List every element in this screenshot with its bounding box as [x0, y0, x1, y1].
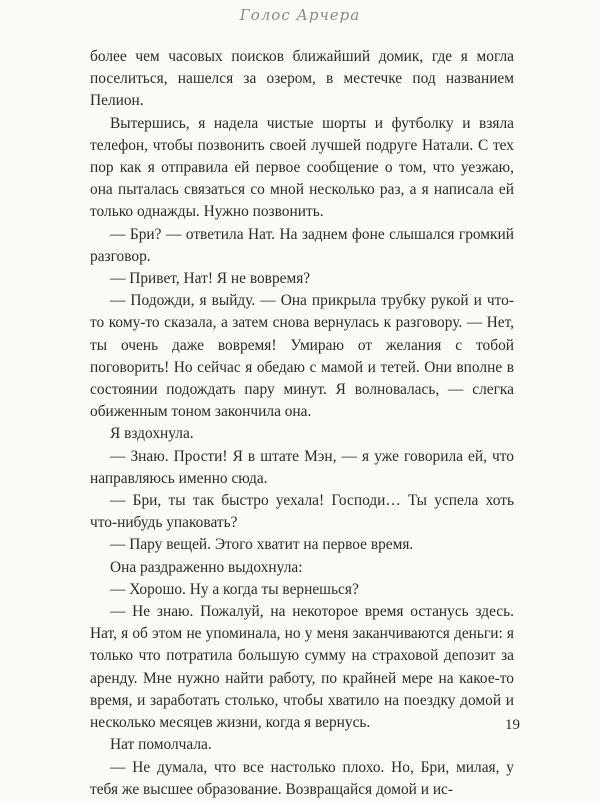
paragraph: — Подожди, я выйду. — Она прикрыла трубку рукой и что-то кому-то сказала, а затем снова вернулась к разговору. — Нет, ты очень даже вовремя! Умираю от желания с тобой поговорить! Но сейчас я обедаю с мамой и тетей. Они вполне в состоянии подождать пару минут. Я волновалась, — слегка обиженным тоном закончила она. — [90, 292, 514, 421]
paragraph: — Привет, Нат! Я не вовремя? — [110, 270, 311, 288]
paragraph: — Не думала, что все настолько плохо. Но, Бри, милая, у тебя же высшее образование. Возвращайся домой и ис- — [90, 758, 514, 798]
paragraph: — Пару вещей. Этого хватит на первое время. — [110, 536, 414, 554]
paragraph: — Бри, ты так быстро уехала! Господи… Ты успела хоть что-нибудь упаковать? — [90, 492, 514, 532]
paragraph: более чем часовых поисков ближайший домик, где я могла поселиться, нашелся за озером, в местечке под названием Пелион. — [90, 48, 514, 110]
paragraph: Она раздраженно выдохнула: — [110, 558, 303, 576]
running-head: Голос Арчера — [239, 6, 361, 24]
paragraph: — Не знаю. Пожалуй, на некоторое время останусь здесь. Нат, я об этом не упоминала, но у меня заканчиваются деньги: я только что потратила большую сумму на страховой депозит за аренду. Мне нужно найти работу, по крайней мере на какое-то время, и заработать столько, чтобы хватило на поездку домой и несколько месяцев жизни, когда я вернусь. — [90, 603, 514, 732]
body-text — [90, 46, 514, 801]
paragraph: Я вздохнула. — [110, 425, 194, 443]
paragraph: Нат помолчала. — [110, 736, 212, 754]
paragraph: — Знаю. Прости! Я в штате Мэн, — я уже говорила ей, что направляюсь именно сюда. — [90, 447, 514, 487]
page-number: 19 — [505, 717, 520, 733]
paragraph: — Хорошо. Ну а когда ты вернешься? — [110, 580, 359, 598]
paragraph: Вытершись, я надела чистые шорты и футболку и взяла телефон, чтобы позвонить своей лучшей подруге Натали. С тех пор как я отправила ей первое сообщение о том, что уезжаю, она пыталась связаться со мной несколько раз, а я написала ей только однажды. Нужно позвонить. — [90, 114, 514, 221]
paragraph: — Бри? — ответила Нат. На заднем фоне слышался громкий разговор. — [90, 225, 514, 265]
